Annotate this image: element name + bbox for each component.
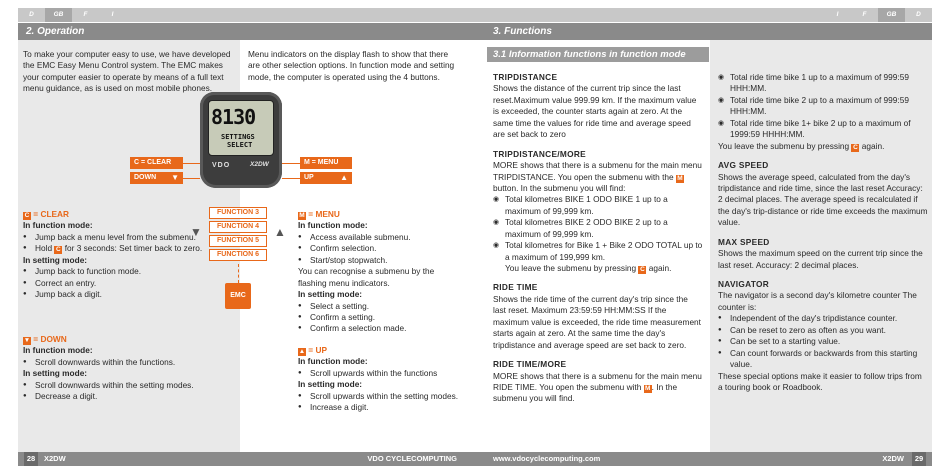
dashed-connector (238, 264, 239, 283)
tripdistance-more-title: TRIPDISTANCE/MORE (493, 148, 586, 159)
setting-mode-heading: In setting mode: (298, 379, 363, 390)
lang-tab[interactable]: F (72, 8, 99, 22)
list-item: ● Jump back to function mode. (23, 266, 233, 277)
avg-speed-title: AVG SPEED (718, 160, 769, 171)
page-number: 29 (912, 452, 926, 466)
footer-brand: VDO CYCLECOMPUTING (367, 454, 457, 463)
up-button-label: UP (304, 174, 314, 181)
down-button[interactable] (130, 172, 183, 184)
setting-mode-heading: In setting mode: (298, 289, 363, 300)
list-item: ● Confirm selection. (298, 243, 463, 254)
setting-mode-heading: In setting mode: (23, 368, 88, 379)
m-badge-icon: M (299, 212, 305, 219)
intro-text: To make your computer easy to use, we have developed the EMC Easy Menu Control system. The EMC makes your computer easier to operate by means of a full text menu guidance, as is used on most mobile phones. (23, 49, 231, 94)
lang-bar-fill (475, 8, 824, 22)
language-tabs (475, 8, 932, 22)
navigator-body: The navigator is a second day's kilometre counter The counter is: (718, 290, 917, 312)
max-speed-title: MAX SPEED (718, 236, 770, 247)
tripdistance-more-text-b: button. In the submenu you will find: (493, 182, 626, 193)
list-item: ● Select a setting. (298, 301, 463, 312)
list-item: ◉ Total ride time bike 2 up to a maximum of 999:59 HHH:MM. (718, 95, 928, 118)
list-item: ● Access available submenu. (298, 232, 463, 243)
device-screen (208, 100, 274, 156)
function-mode-heading: In function mode: (298, 220, 368, 231)
right-page (475, 0, 950, 475)
list-item: ● Start/stop stopwatch. (298, 255, 463, 266)
list-item: ● Decrease a digit. (23, 391, 233, 402)
device-screen-text (221, 134, 255, 149)
right-footer (475, 452, 932, 466)
down-button-label: DOWN (134, 174, 157, 181)
total-leave-text: You leave the submenu by pressing (718, 140, 850, 151)
ride-time-more-title: RIDE TIME/MORE (493, 359, 567, 370)
functions-column-2 (718, 72, 928, 393)
c-badge-icon: C (853, 143, 858, 151)
c-clear-title: = CLEAR (31, 209, 70, 219)
lang-tab[interactable]: D (905, 8, 932, 22)
lang-tab[interactable]: GB (45, 8, 72, 22)
device-model: X2DW (250, 161, 269, 168)
function-mode-heading: In function mode: (23, 345, 93, 356)
tripdistance-title: TRIPDISTANCE (493, 72, 558, 82)
list-item: ● Scroll upwards within the setting modes. (298, 391, 463, 402)
lang-bar-fill (126, 8, 475, 22)
tripdistance-more-text-a: MORE shows that there is a submenu for the main menu TRIPDISTANCE. You open the submenu with the (493, 160, 702, 182)
submenu-note: You can recognise a submenu by the flashing menu indicators. (298, 266, 435, 288)
function-mode-heading: In function mode: (298, 356, 368, 367)
hold-label: Hold (35, 243, 53, 254)
section-title: 3. Functions (475, 23, 932, 40)
list-item: ● Increase a digit. (298, 402, 463, 413)
function-3-label: FUNCTION 3 (209, 207, 267, 219)
function-mode-heading: In function mode: (23, 220, 93, 231)
leave-text: You leave the submenu by pressing (505, 263, 637, 273)
tripdistance-body: Shows the distance of the current trip since the last reset.Maximum value 999.99 km. If the maximum value is exceeded, the counter starts again at zero. At the same time the values for ride time and average speed are set back to zero (493, 83, 697, 140)
scroll-down-icon: ▼ (190, 225, 202, 239)
c-badge-icon: C (56, 246, 61, 254)
list-item: ● Jump back a digit. (23, 289, 233, 300)
list-item: ● Scroll upwards within the functions (298, 368, 463, 379)
subsection-title: 3.1 Information functions in function mode (487, 47, 709, 62)
page-number: 28 (24, 452, 38, 466)
lang-tab[interactable]: D (18, 8, 45, 22)
function-4-label: FUNCTION 4 (209, 221, 267, 233)
leader-line (282, 178, 300, 179)
list-item: ● Jump back a menu level from the submenu. (23, 232, 233, 243)
list-item: ◉ Total ride time bike 1+ bike 2 up to a maximum of 1999:59 HHHH:MM. (718, 118, 928, 141)
up-badge-icon: ▲ (298, 348, 306, 355)
section-title: 2. Operation (18, 23, 475, 40)
functions-column-1 (493, 72, 703, 405)
m-menu-section (298, 209, 463, 335)
ride-time-title: RIDE TIME (493, 282, 538, 293)
down-badge-icon: ▼ (23, 337, 31, 344)
c-badge-icon: C (640, 266, 645, 273)
list-item: ◉ Total kilometres BIKE 2 ODO BIKE 2 up to a maximum of 99,999 km. (493, 217, 703, 240)
list-item (23, 243, 233, 254)
m-menu-title: = MENU (306, 209, 340, 219)
list-item: ● Independent of the day's tripdistance counter. (718, 313, 928, 324)
lang-tab[interactable]: I (99, 8, 126, 22)
tripdistance-more-body (493, 160, 703, 194)
emc-logo: EMC (225, 283, 251, 309)
up-title: = UP (306, 345, 327, 355)
avg-speed-body: Shows the average speed, calculated from the day's tripdistance and ride time, since the last reset Accuracy: 2 decimal places. The average speed is recalculated if the day's trip-distance or ride time exceeds the maximum value. (718, 171, 928, 228)
leader-line (183, 178, 200, 179)
m-menu-button[interactable]: M = MENU (300, 157, 352, 169)
navigator-title: NAVIGATOR (718, 279, 770, 289)
c-clear-section (23, 209, 233, 301)
down-section (23, 334, 233, 403)
list-item: ● Scroll downwards within the functions. (23, 357, 233, 368)
up-button[interactable] (300, 172, 352, 184)
list-item (493, 240, 703, 274)
leader-line (282, 163, 300, 164)
indicator-text: Menu indicators on the display flash to show that there are other selection options. In function mode and setting mode, the computer is operated using the 4 buttons. (248, 49, 455, 82)
leader-line (183, 163, 200, 164)
scroll-up-icon: ▲ (274, 225, 286, 239)
list-item: ◉ Total kilometres BIKE 1 ODO BIKE 1 up to a maximum of 99,999 km. (493, 194, 703, 217)
footer-model: X2DW (882, 454, 904, 463)
up-section (298, 345, 463, 414)
list-item: ● Can be reset to zero as often as you want. (718, 325, 928, 336)
function-6-label: FUNCTION 6 (209, 249, 267, 261)
device-line-2: SELECT (227, 140, 253, 149)
total-km-text: Total kilometres for Bike 1 + Bike 2 ODO TOTAL up to a maximum of 199,999 km. (505, 240, 703, 262)
list-item: ● Confirm a selection made. (298, 323, 463, 334)
c-badge-icon: C (24, 212, 30, 219)
m-badge-icon: M (644, 384, 651, 392)
footer-url[interactable]: www.vdocyclecomputing.com (493, 454, 601, 463)
ride-time-more-body: MORE shows that there is a submenu for the main menu RIDE TIME. You open the submenu with M. In the submenu you will find. (493, 370, 702, 404)
left-footer (18, 452, 475, 466)
up-arrow-icon: ▲ (340, 173, 348, 182)
hold-text: for 3 seconds: Set timer back to zero. (64, 243, 203, 254)
ride-time-more-text: MORE shows that there is a submenu for the main menu RIDE TIME. You open the submenu with (493, 370, 702, 392)
setting-mode-heading: In setting mode: (23, 254, 88, 265)
list-item: ● Can be set to a starting value. (718, 336, 928, 347)
ride-time-more-end: In the submenu you will find. (493, 381, 678, 404)
list-item: ● Scroll downwards within the setting modes. (23, 380, 233, 391)
device-brand: VDO (212, 162, 231, 169)
footer-model: X2DW (44, 454, 66, 463)
total-leave-end: again. (861, 140, 885, 151)
list-item: ● Correct an entry. (23, 278, 233, 289)
max-speed-body: Shows the maximum speed on the current trip since the last reset. Accuracy: 2 decimal places. (718, 248, 923, 270)
list-item: ◉ Total ride time bike 1 up to a maximum of 999:59 HHH:MM. (718, 72, 928, 95)
c-clear-button[interactable]: C = CLEAR (130, 157, 183, 169)
cycle-computer-device (200, 92, 282, 188)
lang-tab[interactable]: F (851, 8, 878, 22)
device-digits: 8130 (211, 105, 256, 129)
language-tabs (18, 8, 475, 22)
function-5-label: FUNCTION 5 (209, 235, 267, 247)
lang-tab[interactable]: GB (878, 8, 905, 22)
list-item: ● Can count forwards or backwards from this starting value. (718, 348, 928, 371)
device-line-1: SETTINGS (221, 133, 255, 141)
lang-tab[interactable]: I (824, 8, 851, 22)
navigator-tail: These special options make it easier to follow trips from a touring book or Roadbook. (718, 370, 922, 392)
down-arrow-icon: ▼ (171, 173, 179, 182)
down-title: = DOWN (31, 334, 67, 344)
list-item: ● Confirm a setting. (298, 312, 463, 323)
leave-text-end: again. (648, 263, 672, 273)
total-leave-line (718, 141, 928, 152)
m-badge-icon: M (677, 174, 683, 182)
ride-time-body: Shows the ride time of the current day's trip since the last reset. Maximum 23:59:59 HH:MM:SS If the maximum value is exceeded, the ride time measurement starts again at zero. At the same time the day's tripdistance and average speed are set back to zero. (493, 293, 701, 350)
